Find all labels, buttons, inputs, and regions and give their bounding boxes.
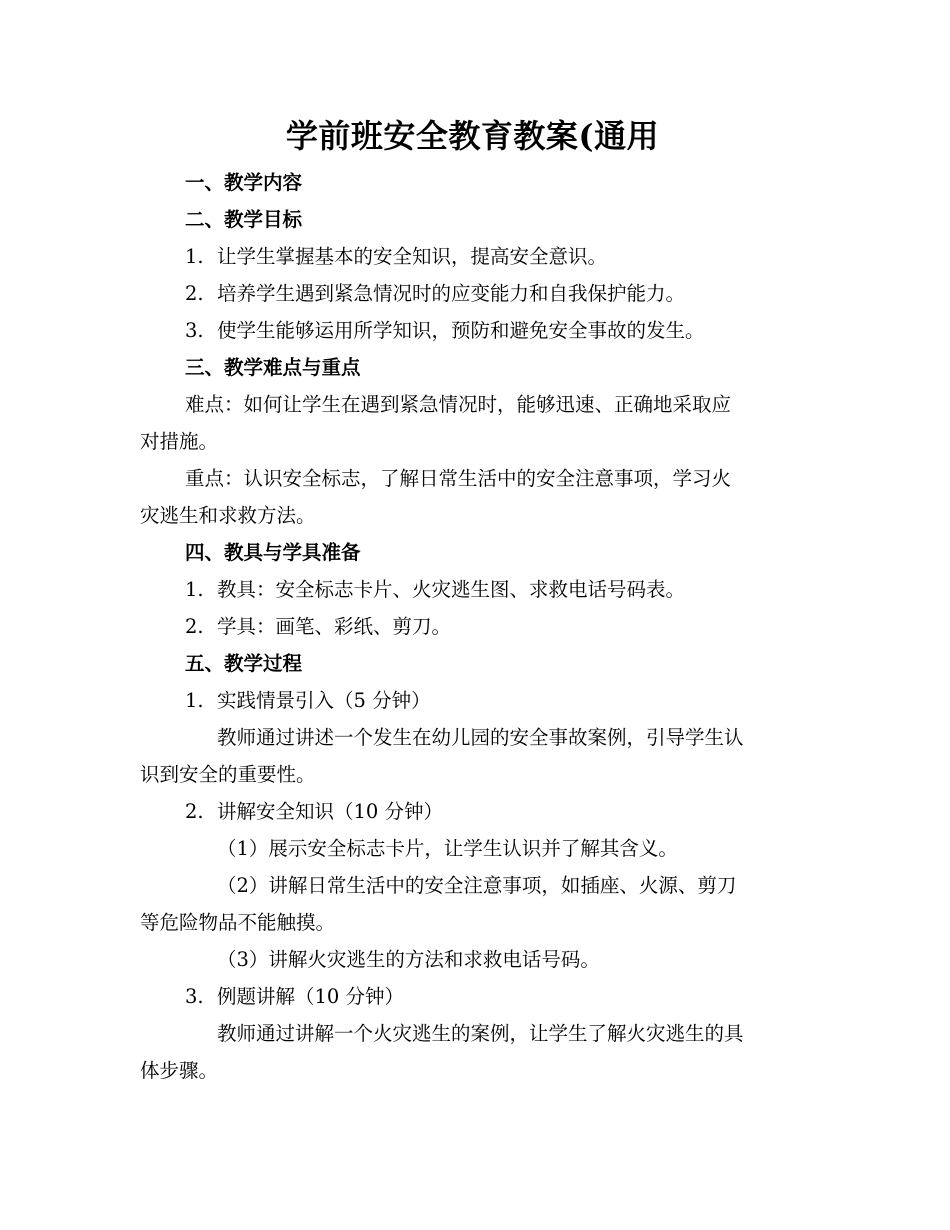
item-number: 2. (185, 282, 204, 305)
keypoint-paragraph-line: 灾逃生和求救方法。 (140, 504, 316, 527)
step-paragraph-line: 教师通过讲述一个发生在幼儿园的安全事故案例，引导学生认 (217, 726, 744, 749)
item-text: 学具：画笔、彩纸、剪刀。 (217, 615, 452, 638)
difficulty-paragraph-line: 对措施。 (140, 430, 219, 453)
difficulty-paragraph-line: 难点：如何让学生在遇到紧急情况时，能够迅速、正确地采取应 (185, 393, 732, 416)
item-text: 教具：安全标志卡片、火灾逃生图、求救电话号码表。 (217, 578, 686, 601)
section-heading-difficulty: 三、教学难点与重点 (185, 356, 361, 379)
item-number: 1. (185, 245, 204, 268)
process-step (140, 682, 805, 719)
tool-item (140, 608, 805, 645)
item-text: 使学生能够运用所学知识，预防和避免安全事故的发生。 (217, 319, 705, 342)
item-text: 培养学生遇到紧急情况时的应变能力和自我保护能力。 (217, 282, 686, 305)
document-title: 学前班安全教育教案(通用 (285, 117, 660, 155)
sub-item-line: （1）展示安全标志卡片，让学生认识并了解其含义。 (217, 837, 678, 860)
step-paragraph-line: 识到安全的重要性。 (140, 763, 316, 786)
section-heading-process: 五、教学过程 (185, 652, 303, 675)
process-step (140, 978, 805, 1015)
step-label: 实践情景引入（5 分钟） (217, 689, 431, 712)
section-heading-tools: 四、教具与学具准备 (185, 541, 361, 564)
sub-item-line: （3）讲解火灾逃生的方法和求救电话号码。 (217, 948, 600, 971)
step-paragraph-line: 体步骤。 (140, 1059, 219, 1082)
goal-item (140, 238, 805, 275)
item-number: 1. (185, 689, 204, 712)
item-number: 3. (185, 319, 204, 342)
step-label: 例题讲解（10 分钟） (217, 985, 405, 1008)
sub-item-line: 等危险物品不能触摸。 (140, 911, 336, 934)
document-page (140, 110, 805, 1089)
item-number: 2. (185, 800, 204, 823)
item-number: 3. (185, 985, 204, 1008)
sub-item-line: （2）讲解日常生活中的安全注意事项，如插座、火源、剪刀 (217, 874, 737, 897)
goal-item (140, 312, 805, 349)
step-paragraph-line: 教师通过讲解一个火灾逃生的案例，让学生了解火灾逃生的具 (217, 1022, 744, 1045)
goal-item (140, 275, 805, 312)
section-heading-content: 一、教学内容 (185, 171, 303, 194)
section-heading-goals: 二、教学目标 (185, 208, 303, 231)
item-text: 让学生掌握基本的安全知识，提高安全意识。 (217, 245, 608, 268)
step-label: 讲解安全知识（10 分钟） (217, 800, 444, 823)
item-number: 1. (185, 578, 204, 601)
process-step (140, 793, 805, 830)
tool-item (140, 571, 805, 608)
keypoint-paragraph-line: 重点：认识安全标志，了解日常生活中的安全注意事项，学习火 (185, 467, 732, 490)
item-number: 2. (185, 615, 204, 638)
